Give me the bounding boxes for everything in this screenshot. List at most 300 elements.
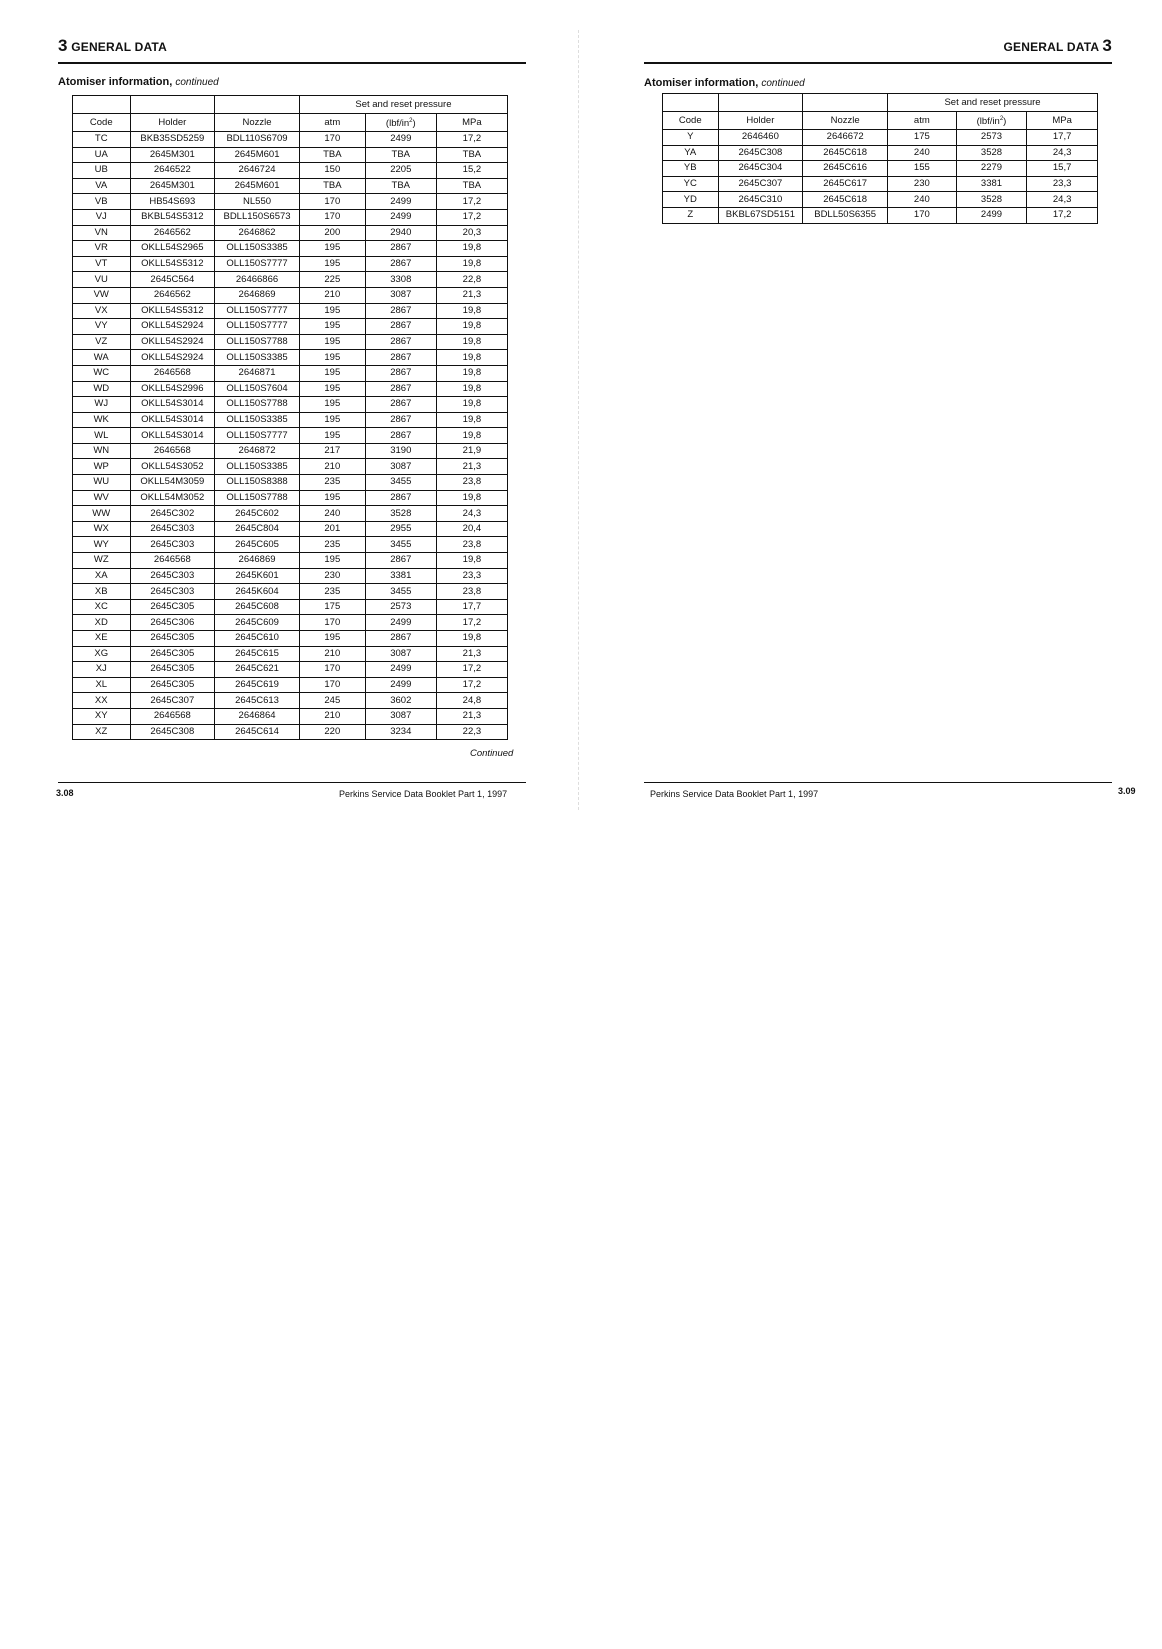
cell-lbf: 2499 [956,207,1027,223]
cell-atm: 170 [888,207,957,223]
cell-holder: OKLL54S2924 [130,334,215,350]
cell-mpa: 17,2 [436,209,507,225]
cell-nozzle: BDL110S6709 [215,132,300,148]
header-blank [718,94,803,112]
cell-lbf: 3234 [365,724,436,740]
cell-nozzle: 2645K604 [215,584,300,600]
cell-code: VN [73,225,131,241]
cell-holder: 2645C303 [130,568,215,584]
cell-atm: 240 [888,145,957,161]
cell-atm: 195 [299,412,365,428]
cell-code: VB [73,194,131,210]
cell-holder: OKLL54S2924 [130,350,215,366]
cell-mpa: 17,2 [436,194,507,210]
cell-nozzle: 2645C618 [803,145,888,161]
cell-lbf: TBA [365,147,436,163]
cell-code: WD [73,381,131,397]
cell-lbf: 2867 [365,241,436,257]
cell-mpa: 23,3 [1027,176,1098,192]
cell-nozzle: BDLL50S6355 [803,207,888,223]
col-code: Code [73,114,131,132]
cell-atm: 240 [888,192,957,208]
cell-holder: 2646562 [130,225,215,241]
cell-nozzle: 2645C621 [215,662,300,678]
cell-holder: BKB35SD5259 [130,132,215,148]
cell-lbf: 2867 [365,334,436,350]
table-row [73,365,508,381]
col-lbf: $(lbf/in^2)$ [956,112,1027,130]
footer-text: Perkins Service Data Booklet Part 1, 1997 [339,789,508,799]
atomiser-table [72,95,508,740]
cell-atm: 230 [299,568,365,584]
cell-code: VX [73,303,131,319]
cell-code: XC [73,599,131,615]
cell-holder: OKLL54S2996 [130,381,215,397]
cell-lbf: 2279 [956,161,1027,177]
cell-code: WC [73,365,131,381]
cell-lbf: 2867 [365,553,436,569]
cell-lbf: 3381 [365,568,436,584]
cell-nozzle: OLL150S3385 [215,412,300,428]
cell-atm: 195 [299,381,365,397]
cell-holder: 2645C307 [130,693,215,709]
header-blank [663,94,719,112]
cell-lbf: 2867 [365,412,436,428]
cell-atm: 170 [299,132,365,148]
cell-nozzle: 2646871 [215,365,300,381]
cell-atm: 195 [299,553,365,569]
cell-mpa: 17,2 [436,132,507,148]
cell-mpa: 15,2 [436,163,507,179]
table-row [73,553,508,569]
cell-nozzle: 2646672 [803,130,888,146]
cell-holder: HB54S693 [130,194,215,210]
col-mpa: MPa [1027,112,1098,130]
chapter-number: 3 [1102,36,1112,55]
cell-nozzle: 2646872 [215,443,300,459]
cell-nozzle: OLL150S7788 [215,397,300,413]
cell-lbf: 2573 [956,130,1027,146]
cell-holder: 2646562 [130,287,215,303]
cell-code: YD [663,192,719,208]
col-atm: atm [888,112,957,130]
cell-holder: 2645C305 [130,677,215,693]
cell-nozzle: OLL150S8388 [215,475,300,491]
cell-holder: OKLL54S2924 [130,319,215,335]
cell-holder: OKLL54S3014 [130,428,215,444]
cell-mpa: 20,3 [436,225,507,241]
cell-lbf: 2867 [365,490,436,506]
cell-lbf: 2499 [365,662,436,678]
cell-mpa: 24,3 [1027,145,1098,161]
cell-nozzle: 26466866 [215,272,300,288]
footer-rule [644,782,1112,783]
cell-mpa: TBA [436,178,507,194]
cell-code: VR [73,241,131,257]
cell-code: VZ [73,334,131,350]
cell-code: WA [73,350,131,366]
cell-nozzle: OLL150S7777 [215,256,300,272]
cell-atm: 195 [299,303,365,319]
cell-code: WY [73,537,131,553]
table-row [73,132,508,148]
cell-nozzle: 2645C617 [803,176,888,192]
cell-nozzle: 2645C609 [215,615,300,631]
cell-holder: 2645C305 [130,646,215,662]
cell-code: VJ [73,209,131,225]
cell-code: XE [73,631,131,647]
cell-mpa: 19,8 [436,319,507,335]
cell-mpa: 22,8 [436,272,507,288]
cell-lbf: 3087 [365,708,436,724]
cell-atm: 195 [299,365,365,381]
cell-mpa: 21,3 [436,459,507,475]
cell-mpa: 24,8 [436,693,507,709]
table-row [73,272,508,288]
table-row [73,381,508,397]
table-row [73,303,508,319]
cell-nozzle: OLL150S3385 [215,241,300,257]
cell-code: XB [73,584,131,600]
cell-nozzle: 2645C614 [215,724,300,740]
cell-holder: 2645C307 [718,176,803,192]
table-row [73,350,508,366]
cell-holder: 2645M301 [130,178,215,194]
cell-code: Z [663,207,719,223]
cell-lbf: 3455 [365,584,436,600]
header-blank [73,96,131,114]
cell-code: YC [663,176,719,192]
cell-atm: 195 [299,350,365,366]
cell-nozzle: 2646862 [215,225,300,241]
cell-holder: OKLL54S3014 [130,397,215,413]
cell-nozzle: 2645C613 [215,693,300,709]
atomiser-table [662,93,1098,224]
cell-nozzle: NL550 [215,194,300,210]
cell-holder: 2645C302 [130,506,215,522]
cell-lbf: 2205 [365,163,436,179]
cell-lbf: 3455 [365,475,436,491]
cell-holder: 2645C310 [718,192,803,208]
cell-holder: 2645C308 [718,145,803,161]
cell-nozzle: 2646869 [215,287,300,303]
cell-atm: TBA [299,178,365,194]
cell-atm: 210 [299,459,365,475]
cell-mpa: 24,3 [1027,192,1098,208]
cell-code: WJ [73,397,131,413]
cell-atm: 235 [299,537,365,553]
cell-atm: 150 [299,163,365,179]
cell-holder: 2646568 [130,708,215,724]
cell-mpa: 19,8 [436,303,507,319]
cell-nozzle: OLL150S7777 [215,319,300,335]
cell-atm: 170 [299,209,365,225]
table-row [73,506,508,522]
cell-atm: 170 [299,615,365,631]
cell-mpa: 17,2 [436,677,507,693]
table-row [73,209,508,225]
cell-lbf: 2867 [365,397,436,413]
cell-nozzle: 2645C610 [215,631,300,647]
table-row [73,584,508,600]
cell-lbf: 2867 [365,303,436,319]
cell-lbf: 2499 [365,677,436,693]
cell-atm: 170 [299,677,365,693]
cell-nozzle: OLL150S7604 [215,381,300,397]
cell-code: VY [73,319,131,335]
cell-code: UB [73,163,131,179]
cell-holder: 2645C303 [130,521,215,537]
cell-code: YA [663,145,719,161]
table-row [663,207,1098,223]
cell-nozzle: 2646864 [215,708,300,724]
header-title-text: GENERAL DATA [71,40,167,54]
cell-mpa: 19,8 [436,490,507,506]
cell-atm: 240 [299,506,365,522]
table-row [73,475,508,491]
page-header [58,36,526,64]
table-row [663,161,1098,177]
cell-nozzle: 2645C615 [215,646,300,662]
pressure-group-header: Set and reset pressure [299,96,507,114]
cell-holder: OKLL54S5312 [130,256,215,272]
cell-code: WL [73,428,131,444]
cell-holder: OKLL54S5312 [130,303,215,319]
cell-holder: BKBL67SD5151 [718,207,803,223]
table-row [73,241,508,257]
page-header [644,36,1112,64]
col-nozzle: Nozzle [803,112,888,130]
cell-atm: 220 [299,724,365,740]
cell-holder: 2645C308 [130,724,215,740]
cell-holder: 2646568 [130,365,215,381]
cell-mpa: 23,8 [436,584,507,600]
page-number: 3.09 [1118,786,1136,796]
cell-code: XL [73,677,131,693]
cell-atm: 195 [299,397,365,413]
cell-code: XX [73,693,131,709]
header-blank [215,96,300,114]
table-row [73,412,508,428]
cell-lbf: TBA [365,178,436,194]
cell-mpa: TBA [436,147,507,163]
col-nozzle: Nozzle [215,114,300,132]
cell-code: WZ [73,553,131,569]
cell-code: YB [663,161,719,177]
left-page [0,0,580,820]
cell-mpa: 15,7 [1027,161,1098,177]
cell-lbf: 3308 [365,272,436,288]
cell-mpa: 17,7 [436,599,507,615]
cell-code: XY [73,708,131,724]
cell-nozzle: OLL150S3385 [215,350,300,366]
cell-nozzle: 2645C619 [215,677,300,693]
cell-lbf: 2867 [365,381,436,397]
cell-code: XJ [73,662,131,678]
cell-mpa: 20,4 [436,521,507,537]
cell-lbf: 3602 [365,693,436,709]
header-title-text: GENERAL DATA [1003,40,1099,54]
cell-holder: 2645C306 [130,615,215,631]
cell-holder: 2645C564 [130,272,215,288]
cell-mpa: 24,3 [436,506,507,522]
cell-mpa: 22,3 [436,724,507,740]
cell-lbf: 2867 [365,631,436,647]
table-row [73,459,508,475]
cell-holder: 2645M301 [130,147,215,163]
table-row [73,599,508,615]
table-row [73,428,508,444]
table-row [663,130,1098,146]
cell-mpa: 19,8 [436,334,507,350]
table-row [663,145,1098,161]
table-row [73,646,508,662]
cell-lbf: 3528 [365,506,436,522]
table-row [663,176,1098,192]
cell-nozzle: OLL150S7788 [215,334,300,350]
cell-atm: 195 [299,631,365,647]
table-row [73,256,508,272]
cell-nozzle: 2645K601 [215,568,300,584]
cell-holder: 2645C304 [718,161,803,177]
table-row [73,631,508,647]
cell-mpa: 17,7 [1027,130,1098,146]
cell-nozzle: 2645C605 [215,537,300,553]
table-row [73,693,508,709]
table-row [73,708,508,724]
subtitle-suffix: continued [761,78,805,89]
cell-code: WW [73,506,131,522]
cell-atm: TBA [299,147,365,163]
cell-atm: 201 [299,521,365,537]
col-code: Code [663,112,719,130]
cell-code: Y [663,130,719,146]
cell-lbf: 2867 [365,319,436,335]
section-subtitle [644,77,805,89]
cell-lbf: 3087 [365,646,436,662]
cell-mpa: 19,8 [436,241,507,257]
cell-lbf: 2499 [365,615,436,631]
cell-mpa: 21,9 [436,443,507,459]
cell-code: WK [73,412,131,428]
chapter-number: 3 [58,36,68,55]
cell-atm: 245 [299,693,365,709]
cell-lbf: 2499 [365,209,436,225]
subtitle-text: Atomiser information, [58,76,173,88]
cell-lbf: 3528 [956,192,1027,208]
cell-code: VW [73,287,131,303]
cell-lbf: 3381 [956,176,1027,192]
cell-atm: 175 [888,130,957,146]
cell-code: XZ [73,724,131,740]
cell-code: UA [73,147,131,163]
cell-lbf: 3455 [365,537,436,553]
cell-lbf: 3528 [956,145,1027,161]
page-number: 3.08 [56,788,74,798]
col-mpa: MPa [436,114,507,132]
table-row [73,163,508,179]
cell-holder: BKBL54S5312 [130,209,215,225]
cell-mpa: 19,8 [436,412,507,428]
cell-mpa: 19,8 [436,428,507,444]
cell-holder: 2646568 [130,443,215,459]
cell-atm: 230 [888,176,957,192]
table-row [73,287,508,303]
cell-lbf: 2940 [365,225,436,241]
cell-atm: 235 [299,475,365,491]
cell-atm: 200 [299,225,365,241]
cell-atm: 210 [299,646,365,662]
table-row [73,615,508,631]
cell-holder: 2645C305 [130,599,215,615]
cell-atm: 210 [299,708,365,724]
table-body [663,130,1098,224]
cell-code: WU [73,475,131,491]
cell-atm: 195 [299,334,365,350]
cell-mpa: 19,8 [436,365,507,381]
cell-nozzle: 2645C616 [803,161,888,177]
cell-mpa: 19,8 [436,631,507,647]
cell-nozzle: OLL150S7777 [215,428,300,444]
cell-code: TC [73,132,131,148]
table-row [73,147,508,163]
cell-lbf: 3190 [365,443,436,459]
continued-note: Continued [470,748,514,759]
table-row [73,225,508,241]
cell-atm: 195 [299,256,365,272]
subtitle-suffix: continued [175,77,219,88]
cell-nozzle: OLL150S7788 [215,490,300,506]
pressure-group-header: Set and reset pressure [888,94,1098,112]
table-row [73,178,508,194]
cell-code: XA [73,568,131,584]
cell-code: WP [73,459,131,475]
cell-nozzle: 2645C804 [215,521,300,537]
right-page [580,0,1162,820]
cell-lbf: 2867 [365,350,436,366]
cell-mpa: 21,3 [436,708,507,724]
cell-nozzle: 2646724 [215,163,300,179]
cell-atm: 217 [299,443,365,459]
cell-atm: 155 [888,161,957,177]
cell-lbf: 2867 [365,428,436,444]
cell-nozzle: 2645M601 [215,178,300,194]
table-row [73,537,508,553]
table-row [73,334,508,350]
cell-mpa: 21,3 [436,287,507,303]
cell-lbf: 2867 [365,365,436,381]
cell-mpa: 19,8 [436,350,507,366]
cell-mpa: 19,8 [436,553,507,569]
cell-lbf: 2867 [365,256,436,272]
table-body [73,132,508,740]
cell-nozzle: 2646869 [215,553,300,569]
cell-lbf: 2499 [365,132,436,148]
cell-holder: 2646568 [130,553,215,569]
header-title [1004,36,1113,56]
cell-atm: 235 [299,584,365,600]
cell-atm: 195 [299,241,365,257]
cell-code: XD [73,615,131,631]
cell-mpa: 23,3 [436,568,507,584]
cell-nozzle: BDLL150S6573 [215,209,300,225]
cell-mpa: 23,8 [436,537,507,553]
cell-mpa: 23,8 [436,475,507,491]
footer-text: Perkins Service Data Booklet Part 1, 1997 [650,789,819,799]
cell-atm: 170 [299,194,365,210]
cell-nozzle: 2645C602 [215,506,300,522]
cell-holder: 2645C305 [130,662,215,678]
